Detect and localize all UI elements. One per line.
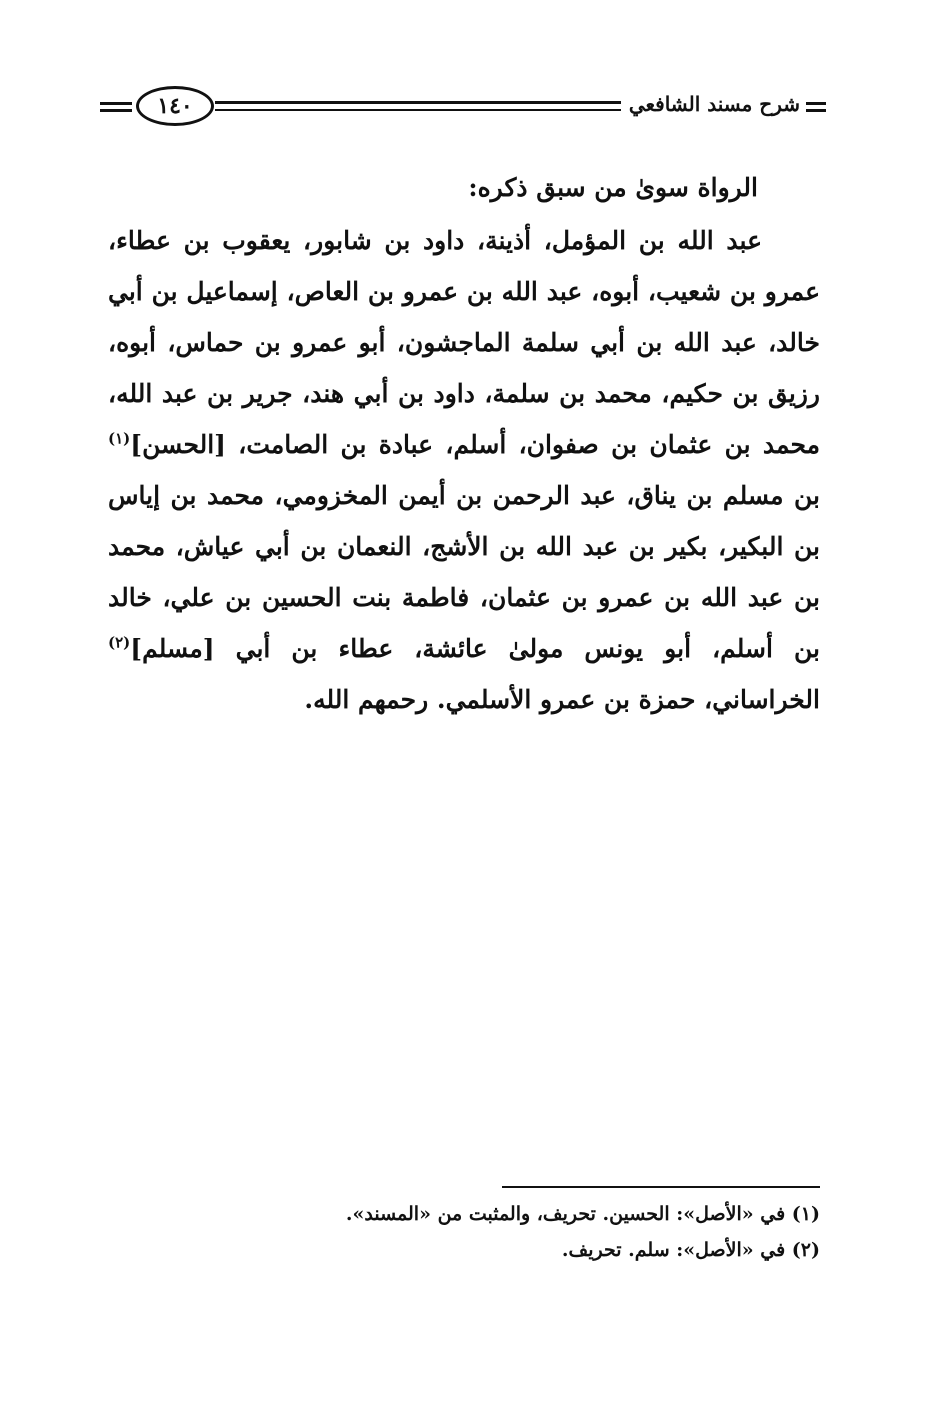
footnote-ref-2[interactable]: (٢) bbox=[108, 633, 131, 652]
page-number: ١٤٠ bbox=[136, 86, 214, 126]
paragraph-text-part1: عبد الله بن المؤمل، أذينة، داود بن شابور، يعقوب بن عطاء، عمرو بن شعيب، أبوه، عبد الله بن عمرو بن العاص، إسماعيل بن أبي خالد، عبد الله بن أبي سلمة الماجشون، أبو عمرو بن حماس، أبوه، رزيق بن حكيم، محمد بن سلمة، داود بن أبي هند، جرير بن عبد الله، محمد بن عثمان بن صفوان، أسلم، عبادة بن الصامت، [الحسن] bbox=[108, 226, 820, 459]
paragraph-text-part3: الخراساني، حمزة بن عمرو الأسلمي. رحمهم الله. bbox=[304, 685, 820, 714]
header-rule bbox=[215, 101, 621, 111]
section-heading: الرواة سوىٰ من سبق ذكره: bbox=[468, 173, 758, 202]
header-book-title: شرح مسند الشافعي bbox=[628, 92, 800, 116]
narrators-paragraph bbox=[108, 215, 820, 725]
header-ornament-right bbox=[806, 102, 826, 112]
footnote-ref-1[interactable]: (١) bbox=[108, 429, 131, 448]
main-text bbox=[108, 162, 820, 725]
footnote-separator bbox=[502, 1186, 820, 1188]
running-header bbox=[100, 84, 826, 132]
paragraph-text-part2: بن مسلم بن يناق، عبد الرحمن بن أيمن المخزومي، محمد بن إياس بن البكير، بكير بن عبد الله بن الأشج، النعمان بن أبي عياش، محمد بن عبد الله بن عمرو بن عثمان، فاطمة بنت الحسين بن علي، خالد بن أسلم، أبو يونس مولىٰ عائشة، عطاء بن أبي [مسلم] bbox=[108, 481, 820, 663]
footnotes bbox=[260, 1196, 820, 1268]
footnote-2: (٢) في «الأصل»: سلم. تحريف. bbox=[561, 1239, 820, 1261]
header-ornament-left bbox=[100, 102, 132, 112]
footnote-1: (١) في «الأصل»: الحسين. تحريف، والمثبت من «المسند». bbox=[345, 1203, 820, 1225]
